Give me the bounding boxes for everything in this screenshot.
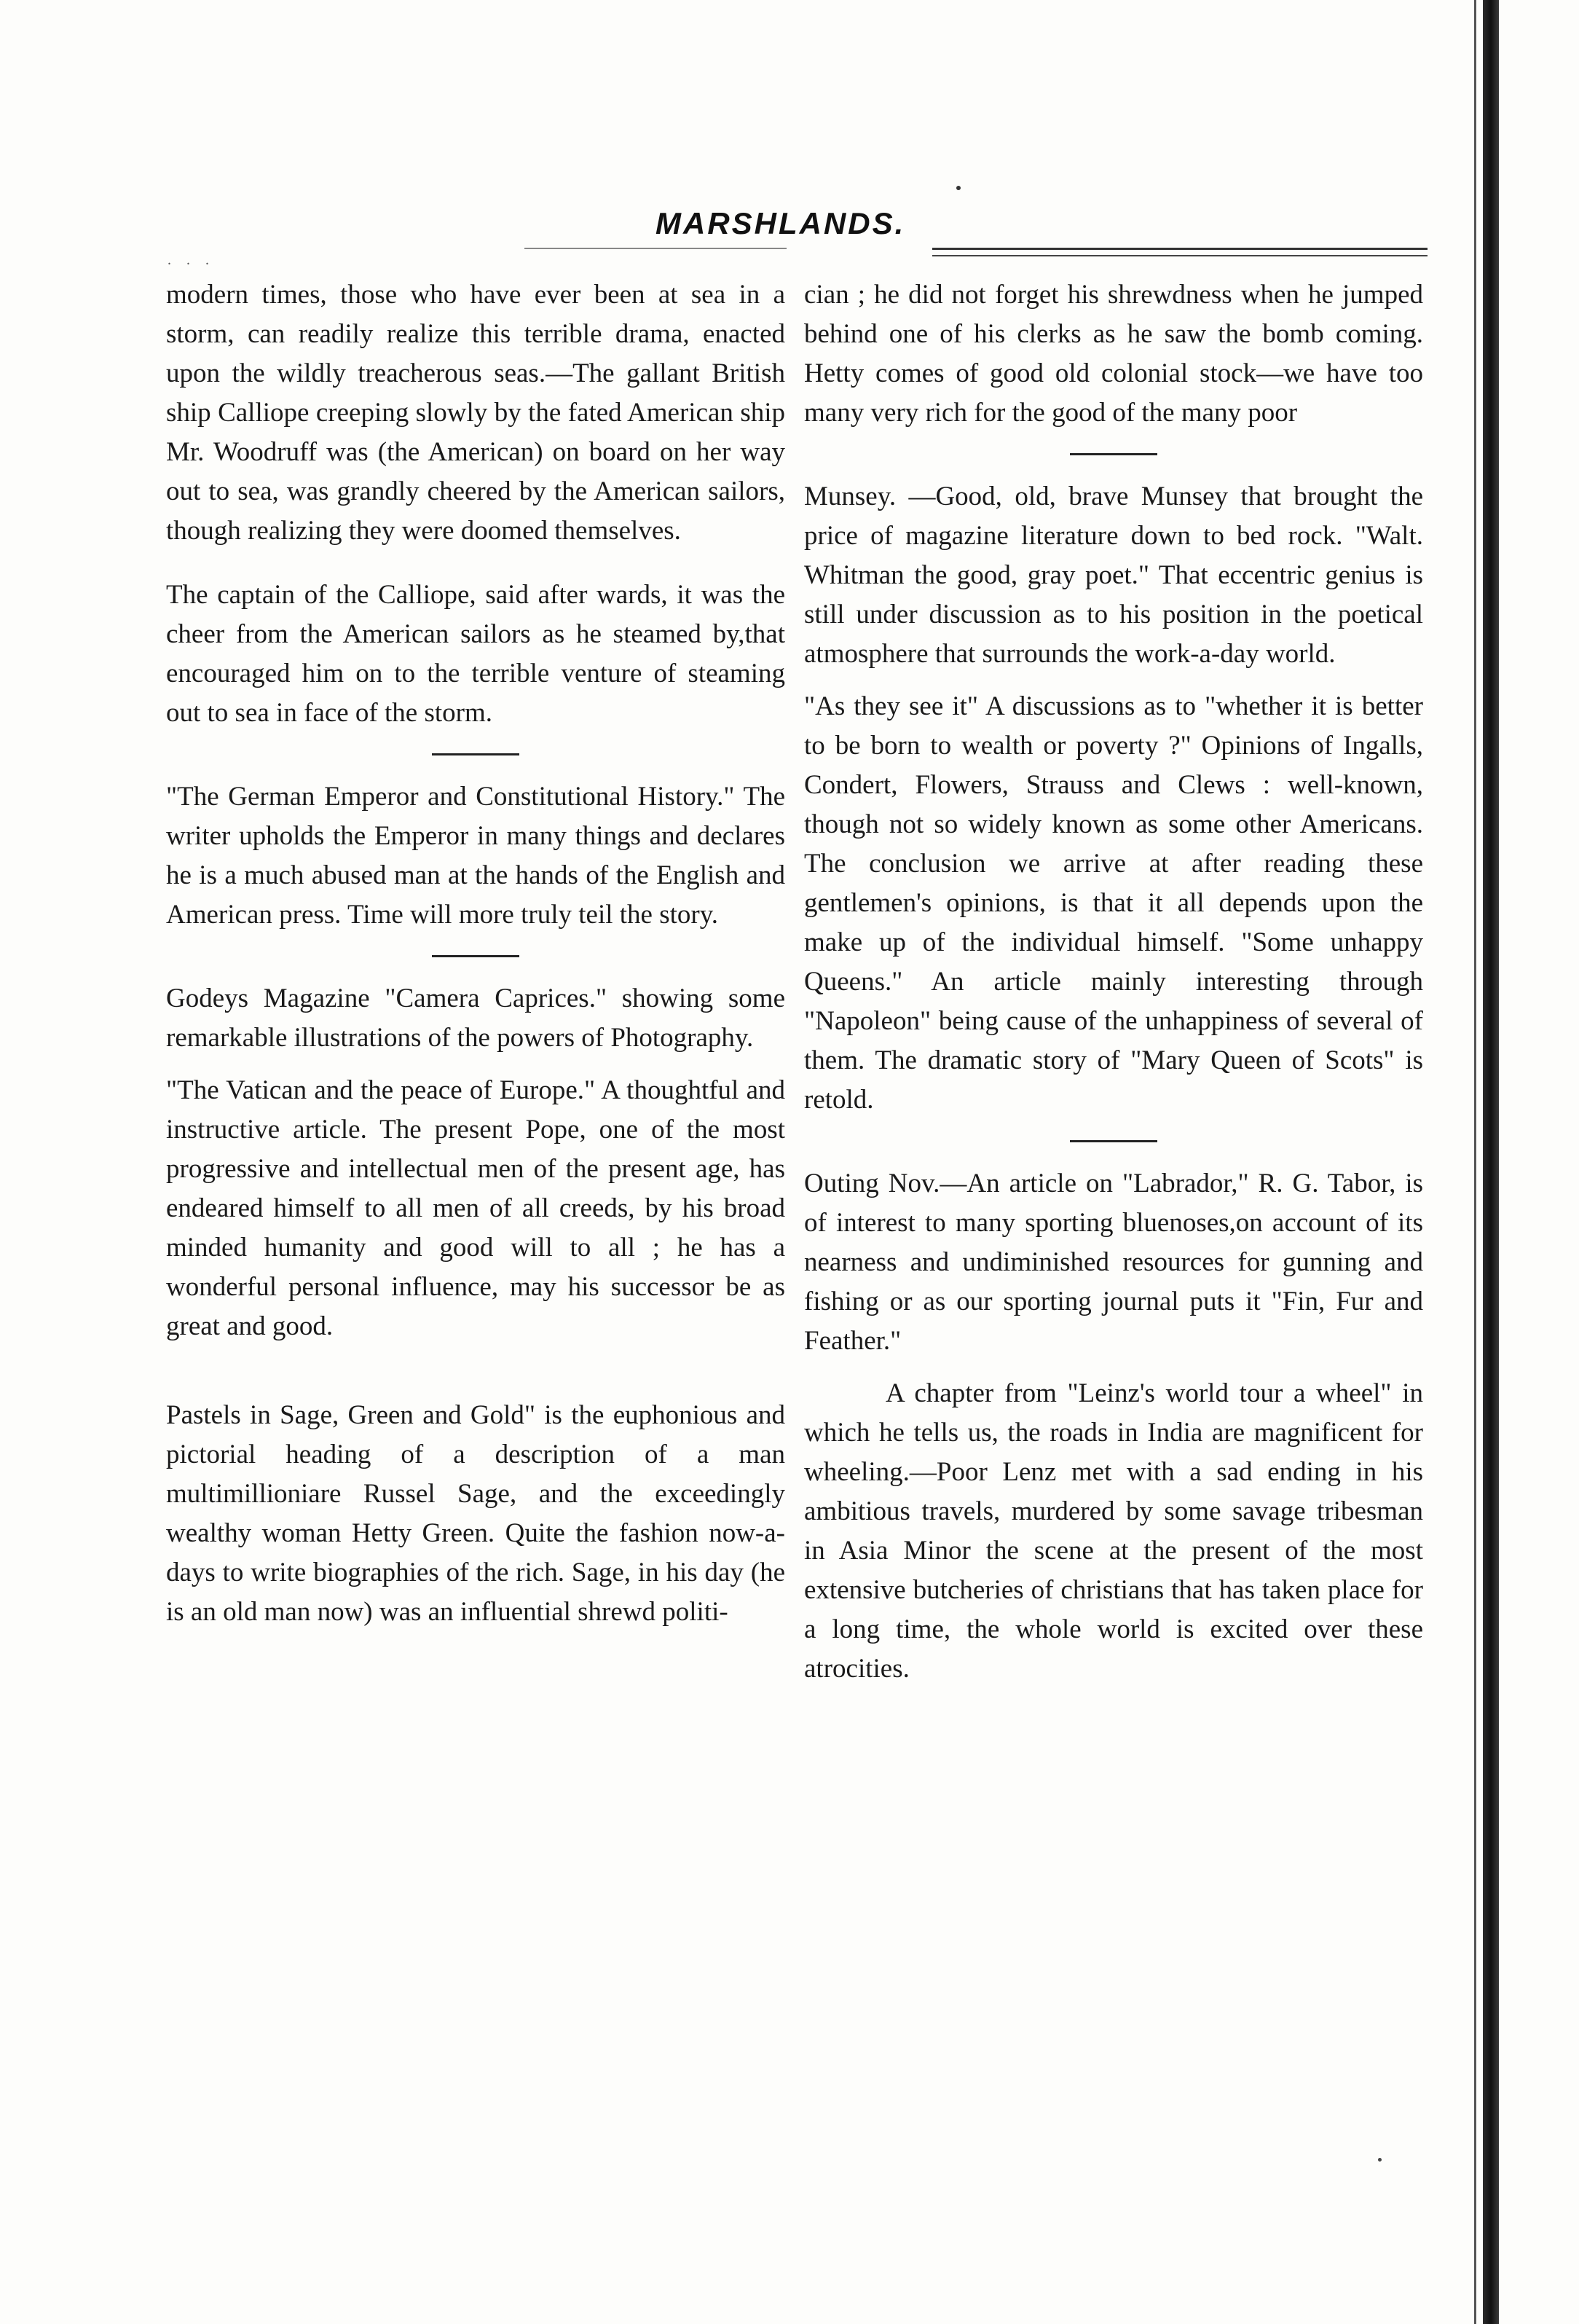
left-paragraph-vatican: "The Vatican and the peace of Europe." A thoughtful and instructive article. The present Pope, one of the most progressive and intellectual men of the present age, has endeared himself to all men of all creeds, by his broad minded humanity and good will to all ; he has a wonderful personal influence, may his successor be as great and good. bbox=[166, 1075, 785, 1341]
left-column bbox=[166, 275, 785, 1632]
section-divider bbox=[1070, 1140, 1157, 1142]
binding-edge bbox=[1483, 0, 1499, 2324]
section-divider bbox=[432, 753, 519, 755]
page-header-title: MARSHLANDS. bbox=[655, 206, 906, 240]
left-paragraph-calliope-captain: The captain of the Calliope, said after wards, it was the cheer from the American sailors as he steamed by,that encouraged him on to the terrible venture of steaming out to sea in face of the storm. bbox=[166, 580, 785, 728]
page-edge-line bbox=[1474, 0, 1476, 2324]
ink-speck bbox=[956, 186, 961, 190]
header-rule-right-top bbox=[932, 248, 1428, 250]
right-paragraph-as-they-see-it: "As they see it" A discussions as to "whether it is better to be born to wealth or poverty ?" Opinions of Ingalls, Condert, Flowers, Strauss and Clews : well-known, though not so widely known as some other Americans. The conclusion we arrive at after reading these gentlemen's opinions, is that it all depends upon the make up of the individual himself. "Some unhappy Queens." An article mainly interesting through "Napoleon" being cause of the unhappiness of several of them. The dramatic story of "Mary Queen of Scots" is retold. bbox=[804, 691, 1423, 1115]
header-specks: . . . bbox=[168, 252, 215, 268]
left-paragraph-calliope-drama: modern times, those who have ever been at sea in a storm, can readily realize this terrible drama, enacted upon the wildly treacherous seas.—The gallant British ship Calliope creeping slowly by the fated American ship Mr. Woodruff was (the American) on board on her way out to sea, was grandly cheered by the American sailors, though realizing they were doomed themselves. bbox=[166, 280, 785, 546]
section-divider bbox=[432, 955, 519, 957]
right-paragraph-lenz: A chapter from "Leinz's world tour a wheel" in which he tells us, the roads in India are magnificent for wheeling.—Poor Lenz met with a sad ending in his ambitious travels, murdered by some savage tribesman in Asia Minor the scene at the present of the most extensive butcheries of christians that has taken place for a long time, the whole world is excited over these atrocities. bbox=[804, 1378, 1423, 1684]
left-paragraph-pastels-sage: Pastels in Sage, Green and Gold" is the euphonious and pictorial heading of a description of a man multimillioniare Russel Sage, and the exceedingly wealthy woman Hetty Green. Quite the fashion now-a-days to write biographies of the rich. Sage, in his day (he is an old man now) was an influential shrewd politi- bbox=[166, 1400, 785, 1627]
header-rule-right-bottom bbox=[932, 255, 1428, 256]
right-paragraph-munsey: Munsey. —Good, old, brave Munsey that brought the price of magazine literature down to bed rock. "Walt. Whitman the good, gray poet." That eccentric genius is still under discussion as to his position in the poetical atmosphere that surrounds the work-a-day world. bbox=[804, 482, 1423, 669]
right-column bbox=[804, 275, 1423, 1689]
left-paragraph-godeys-magazine: Godeys Magazine "Camera Caprices." showing some remarkable illustrations of the powers of Photography. bbox=[166, 984, 785, 1053]
right-paragraph-outing: Outing Nov.—An article on "Labrador," R. G. Tabor, is of interest to many sporting bluenoses,on account of its nearness and undiminished resources for gunning and fishing or as our sporting journal puts it "Fin, Fur and Feather." bbox=[804, 1169, 1423, 1356]
ink-speck bbox=[1378, 2158, 1382, 2162]
section-divider bbox=[1070, 453, 1157, 455]
right-paragraph-sage-continued: cian ; he did not forget his shrewdness when he jumped behind one of his clerks as he saw the bomb coming. Hetty comes of good old colonial stock—we have too many very rich for the good of the many poor bbox=[804, 280, 1423, 428]
left-paragraph-german-emperor: "The German Emperor and Constitutional History." The writer upholds the Emperor in many things and declares he is a much abused man at the hands of the English and American press. Time will more truly teil the story. bbox=[166, 782, 785, 930]
header-rule-left bbox=[524, 248, 787, 249]
